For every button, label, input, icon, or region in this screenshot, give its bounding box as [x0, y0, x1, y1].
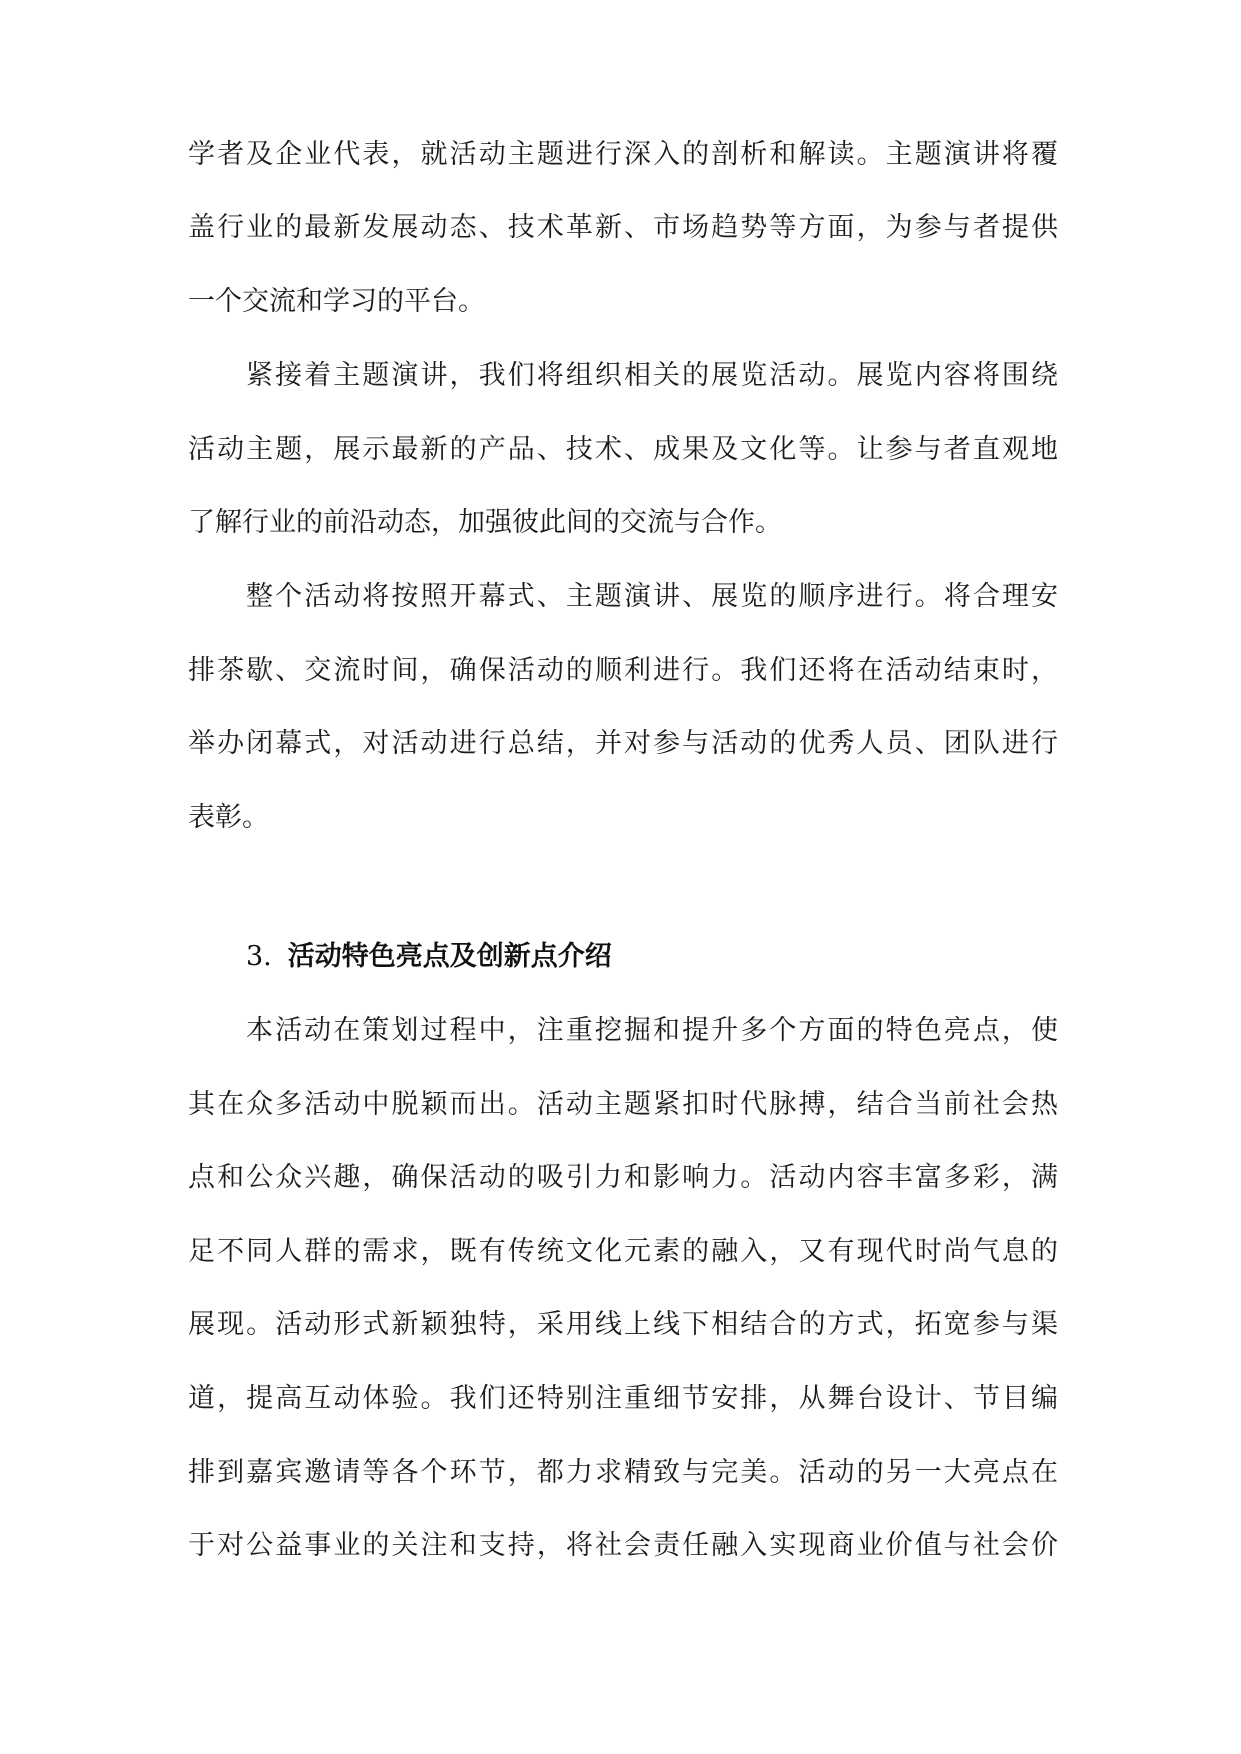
body-text-line: 整个活动将按照开幕式、主题演讲、展览的顺序进行。将合理安 [246, 581, 1058, 612]
body-text-line: 本活动在策划过程中，注重挖掘和提升多个方面的特色亮点，使 [246, 1015, 1058, 1046]
body-text-line: 一个交流和学习的平台。 [188, 286, 485, 317]
body-text-line: 排到嘉宾邀请等各个环节，都力求精致与完美。活动的另一大亮点在 [188, 1457, 1058, 1488]
section-title: 活动特色亮点及创新点介绍 [287, 941, 612, 972]
body-text-line: 展现。活动形式新颖独特，采用线上线下相结合的方式，拓宽参与渠 [188, 1309, 1058, 1340]
body-text-line: 于对公益事业的关注和支持，将社会责任融入实现商业价值与社会价 [188, 1530, 1058, 1561]
body-text-line: 盖行业的最新发展动态、技术革新、市场趋势等方面，为参与者提供 [188, 212, 1058, 243]
body-text-line: 举办闭幕式，对活动进行总结，并对参与活动的优秀人员、团队进行 [188, 728, 1058, 759]
body-text-line: 点和公众兴趣，确保活动的吸引力和影响力。活动内容丰富多彩，满 [188, 1162, 1058, 1193]
body-text-line: 其在众多活动中脱颖而出。活动主题紧扣时代脉搏，结合当前社会热 [188, 1089, 1058, 1120]
body-text-line: 表彰。 [188, 802, 269, 833]
body-text-line: 紧接着主题演讲，我们将组织相关的展览活动。展览内容将围绕 [246, 360, 1058, 391]
body-text-line: 足不同人群的需求，既有传统文化元素的融入，又有现代时尚气息的 [188, 1236, 1058, 1267]
section-heading [246, 940, 612, 974]
body-text-line: 道，提高互动体验。我们还特别注重细节安排，从舞台设计、节目编 [188, 1383, 1058, 1414]
body-text-line: 学者及企业代表，就活动主题进行深入的剖析和解读。主题演讲将覆 [188, 139, 1058, 170]
body-text-line: 排茶歇、交流时间，确保活动的顺利进行。我们还将在活动结束时， [188, 655, 1058, 686]
body-text-line: 活动主题，展示最新的产品、技术、成果及文化等。让参与者直观地 [188, 434, 1058, 465]
body-text-line: 了解行业的前沿动态，加强彼此间的交流与合作。 [188, 507, 782, 538]
section-number: 3. [246, 941, 272, 972]
